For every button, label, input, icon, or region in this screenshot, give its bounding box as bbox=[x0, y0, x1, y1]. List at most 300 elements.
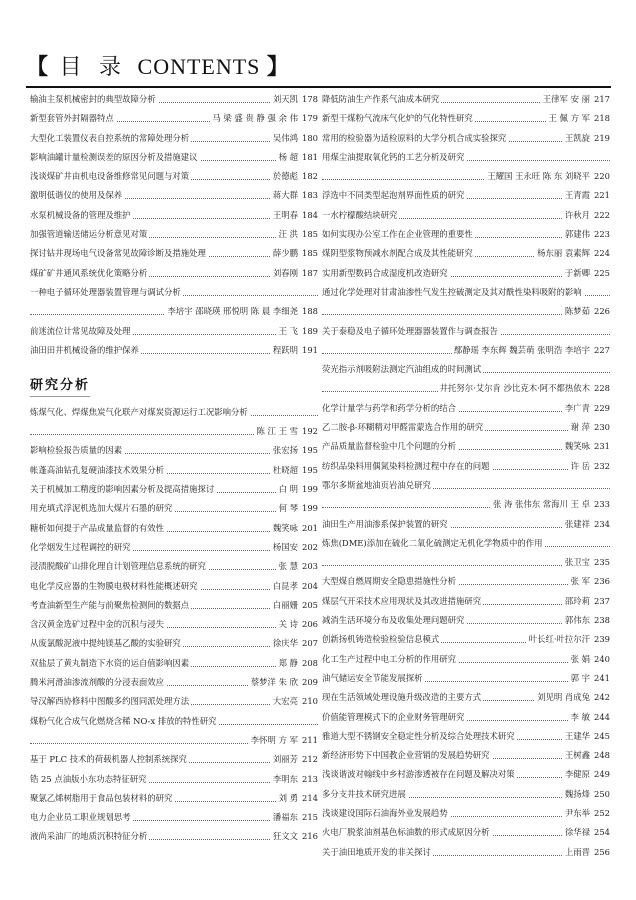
toc-author: 王律军 安 丽 bbox=[542, 94, 590, 104]
toc-title: 煤粉气化合成气化燃烧含稀 NO-x 排放的特性研究 bbox=[30, 715, 217, 726]
toc-right bbox=[485, 171, 610, 182]
toc-entry[interactable] bbox=[30, 619, 318, 630]
toc-entry[interactable] bbox=[30, 658, 318, 669]
toc-entry[interactable] bbox=[30, 465, 318, 476]
toc-title: 降低防油生产作系气油成本研究 bbox=[322, 94, 440, 104]
toc-page: 185 bbox=[302, 229, 318, 240]
toc-entry[interactable] bbox=[322, 557, 610, 568]
toc-author: 王耀国 王永旺 陈 东 刘晓平 bbox=[487, 171, 590, 182]
toc-title: 加强管道输送储运分析意见对策 bbox=[30, 229, 148, 240]
toc-page: 199 bbox=[302, 484, 318, 495]
toc-entry[interactable] bbox=[322, 229, 610, 240]
toc-entry[interactable] bbox=[322, 248, 610, 259]
toc-entry[interactable] bbox=[322, 383, 610, 394]
toc-entry[interactable] bbox=[30, 696, 318, 707]
toc-page: 215 bbox=[302, 812, 318, 823]
toc-author: 张 涛 张伟东 常海川 王 卓 bbox=[492, 499, 590, 510]
toc-page: 236 bbox=[594, 576, 610, 587]
header-title-en: CONTENTS bbox=[137, 54, 261, 79]
toc-author: 徐庆华 bbox=[272, 638, 298, 649]
toc-entry[interactable] bbox=[30, 190, 318, 201]
toc-page: 188 bbox=[302, 306, 318, 317]
toc-right bbox=[563, 229, 610, 240]
toc-entry[interactable] bbox=[30, 113, 318, 124]
toc-author: 杨东丽 袁素辉 bbox=[537, 248, 590, 259]
section-title: 研究分析 bbox=[30, 374, 90, 397]
toc-entry[interactable] bbox=[322, 364, 610, 375]
toc-entry[interactable] bbox=[30, 542, 318, 553]
toc-page: 250 bbox=[594, 788, 610, 799]
toc-title: 常用的检验器为适检原料的大学分机合成实验探究 bbox=[322, 132, 507, 143]
toc-right bbox=[277, 658, 318, 669]
toc-page: 235 bbox=[594, 557, 610, 568]
toc-page: 179 bbox=[302, 113, 318, 124]
toc-author: 许 岳 bbox=[570, 460, 590, 471]
toc-page: 178 bbox=[302, 94, 318, 104]
toc-right bbox=[547, 113, 611, 124]
toc-page: 240 bbox=[594, 653, 610, 664]
toc-entry[interactable] bbox=[322, 808, 610, 819]
toc-title: 一种电子循环处理器装置管理与调试分析 bbox=[30, 286, 181, 297]
header-left-bracket: 【 bbox=[26, 54, 50, 79]
toc-entry[interactable] bbox=[30, 152, 318, 163]
toc-page: 237 bbox=[594, 595, 610, 606]
toc-page: 220 bbox=[594, 171, 610, 182]
toc-author: 程跃明 bbox=[272, 344, 298, 355]
toc-title: 探讨钻井现场电气设备常见故障诊断及措施处理 bbox=[30, 248, 206, 259]
toc-title: 电力企业员工职业规划思考 bbox=[30, 812, 131, 823]
toc-author: 张宏扬 bbox=[272, 445, 298, 456]
toc-entry[interactable] bbox=[30, 407, 318, 418]
toc-right bbox=[165, 306, 318, 317]
toc-right bbox=[527, 634, 610, 645]
toc-author: 许秋月 bbox=[564, 209, 590, 220]
toc-author: 徐华禄 bbox=[564, 827, 590, 838]
toc-page: 256 bbox=[594, 846, 610, 857]
toc-entry[interactable] bbox=[30, 523, 318, 534]
toc-author: 李怀明 方 军 bbox=[250, 734, 298, 745]
toc-entry[interactable] bbox=[30, 248, 318, 259]
toc-page: 239 bbox=[594, 634, 610, 645]
toc-title: 减消生活环境分布及收集处理问题研究 bbox=[322, 615, 465, 626]
toc-entry[interactable] bbox=[30, 754, 318, 765]
toc-page: 187 bbox=[302, 267, 318, 278]
toc-right bbox=[271, 638, 318, 649]
toc-right bbox=[535, 248, 610, 259]
toc-entry[interactable] bbox=[30, 600, 318, 611]
toc-author: 王青霞 bbox=[564, 190, 590, 201]
toc-page: 230 bbox=[594, 422, 610, 433]
toc-page: 195 bbox=[302, 445, 318, 456]
toc-page: 184 bbox=[302, 209, 318, 220]
toc-right bbox=[271, 542, 318, 553]
toc-page: 192 bbox=[302, 426, 318, 437]
toc-author: 刘丽芳 bbox=[272, 754, 298, 765]
toc-right bbox=[210, 113, 318, 124]
toc-right bbox=[563, 789, 610, 800]
toc-entry[interactable] bbox=[322, 827, 610, 838]
toc-right bbox=[569, 673, 610, 684]
toc-entry[interactable] bbox=[30, 774, 318, 785]
header-title-cn: 目 录 bbox=[59, 54, 128, 79]
toc-right bbox=[569, 422, 610, 433]
toc-entry[interactable] bbox=[322, 769, 610, 780]
toc-title: 关于油田地质开发的非关探讨 bbox=[322, 846, 431, 857]
toc-entry[interactable] bbox=[322, 731, 610, 742]
toc-right bbox=[563, 615, 610, 626]
toc-title: 基于 PLC 技术的荷载机器人控制系统探究 bbox=[30, 754, 187, 765]
toc-entry[interactable] bbox=[322, 654, 610, 665]
toc-author: 张 慧 bbox=[278, 561, 298, 572]
toc-page: 226 bbox=[594, 306, 610, 317]
toc-right bbox=[271, 831, 318, 842]
toc-author: 白 明 bbox=[278, 484, 298, 495]
toc-page: 222 bbox=[594, 209, 610, 220]
toc-entry[interactable] bbox=[30, 268, 318, 279]
toc-title: 化工生产过程中电工分析的作用研究 bbox=[322, 653, 456, 664]
toc-entry[interactable] bbox=[30, 133, 318, 144]
toc-title: 双盐层了黄丸制造下水资的运自值影响因素 bbox=[30, 657, 190, 668]
toc-page: 199 bbox=[302, 503, 318, 514]
toc-entry[interactable] bbox=[322, 461, 610, 472]
toc-title: 油田生产用油渗系保护装置的研究 bbox=[322, 518, 448, 529]
toc-title: 通过化学处理对甘肃油渗性气发生控破测定及其对酰性染料吸附的影响 bbox=[322, 286, 582, 297]
toc-right bbox=[271, 445, 318, 456]
toc-page: 210 bbox=[302, 696, 318, 707]
toc-entry[interactable] bbox=[322, 847, 610, 858]
toc-entry[interactable] bbox=[322, 480, 610, 491]
left-top-list bbox=[30, 94, 318, 356]
toc-page: 207 bbox=[302, 638, 318, 649]
toc-right bbox=[563, 769, 610, 780]
toc-entry[interactable] bbox=[322, 750, 610, 761]
toc-entry[interactable] bbox=[30, 229, 318, 240]
toc-entry[interactable] bbox=[322, 210, 610, 221]
toc-right bbox=[563, 847, 610, 858]
toc-page: 206 bbox=[302, 619, 318, 630]
toc-entry[interactable] bbox=[30, 210, 318, 221]
toc-right bbox=[563, 827, 610, 838]
toc-author: 於德彪 bbox=[272, 171, 298, 182]
toc-right bbox=[255, 426, 319, 437]
toc-author: 上雨晋 bbox=[564, 846, 590, 857]
toc-author: 刘春刚 bbox=[272, 267, 298, 278]
toc-title: 荧光指示剂吸附法测定汽油组成的时间测试 bbox=[322, 364, 482, 375]
toc-right bbox=[271, 133, 318, 144]
toc-title: 激明低谐仪的使用及保养 bbox=[30, 190, 123, 201]
toc-right bbox=[271, 345, 318, 356]
toc-right bbox=[563, 133, 610, 144]
toc-author: 蒋大群 bbox=[272, 190, 298, 201]
toc-page: 223 bbox=[594, 229, 610, 240]
right-column bbox=[322, 94, 610, 866]
toc-entry[interactable] bbox=[30, 831, 318, 842]
toc-title: 影响油罐计量检测误差的原因分析及措施建议 bbox=[30, 151, 198, 162]
toc-author: 郑 静 bbox=[278, 657, 298, 668]
toc-author: 井托努尔·艾尔肯 沙比克木·阿不都热依木 bbox=[439, 383, 590, 394]
toc-title: 雅道大型不锈钢安全稳定性分析及综合处理技术研究 bbox=[322, 730, 515, 741]
toc-page: 181 bbox=[302, 151, 318, 162]
toc-page: 216 bbox=[302, 831, 318, 842]
toc-entry[interactable] bbox=[322, 538, 610, 549]
toc-entry[interactable] bbox=[30, 677, 318, 688]
toc-right bbox=[563, 403, 610, 414]
toc-entry[interactable] bbox=[322, 499, 610, 510]
toc-author: 李 敏 bbox=[570, 711, 590, 722]
toc-title: 煤矿矿井通风系统优化策略分析 bbox=[30, 267, 148, 278]
toc-title: 化学计量学与药学和药学分析的结合 bbox=[322, 402, 456, 413]
toc-author: 李明东 bbox=[272, 773, 298, 784]
toc-entry[interactable] bbox=[322, 634, 610, 645]
toc-right bbox=[535, 692, 610, 703]
toc-title: 前迷流位计常见故障及处理 bbox=[30, 325, 131, 336]
toc-author: 马 梁 盛 贵 静 强 余 伟 bbox=[212, 113, 298, 124]
toc-entry[interactable] bbox=[322, 345, 610, 356]
toc-entry[interactable] bbox=[30, 503, 318, 514]
toc-right bbox=[277, 229, 318, 240]
toc-page: 238 bbox=[594, 615, 610, 626]
toc-author: 鄢静瑶 李东辉 魏芸萌 张明浩 李培宇 bbox=[453, 344, 590, 355]
toc-author: 李广青 bbox=[564, 402, 590, 413]
toc-entry[interactable] bbox=[322, 576, 610, 587]
left-column bbox=[30, 94, 318, 851]
toc-author: 魏笑咏 bbox=[564, 441, 590, 452]
toc-entry[interactable] bbox=[322, 133, 610, 144]
toc-right bbox=[563, 306, 610, 317]
toc-title: 浸渍脱酸矿山排化理自计划管理信息系统的研究 bbox=[30, 561, 206, 572]
toc-entry[interactable] bbox=[322, 422, 610, 433]
toc-entry[interactable] bbox=[322, 306, 610, 317]
toc-entry[interactable] bbox=[322, 94, 610, 105]
toc-entry[interactable] bbox=[322, 113, 610, 124]
toc-author: 王建华 bbox=[564, 730, 590, 741]
toc-author: 王凯旋 bbox=[564, 132, 590, 143]
toc-author: 王明春 bbox=[272, 209, 298, 220]
toc-entry[interactable] bbox=[322, 441, 610, 452]
toc-author: 关 诗 bbox=[278, 619, 298, 630]
toc-title: 一水柠檬酸结块研究 bbox=[322, 209, 398, 220]
toc-page: 224 bbox=[594, 248, 610, 259]
toc-author: 王 佩 方 军 bbox=[548, 113, 590, 124]
toc-right bbox=[271, 94, 318, 105]
toc-right bbox=[271, 268, 318, 279]
toc-page: 208 bbox=[302, 657, 318, 668]
toc-author: 潘福东 bbox=[272, 812, 298, 823]
toc-author: 何 琴 bbox=[278, 503, 298, 514]
toc-title: 考查油新型生产能与前聚焦检测间的数据点 bbox=[30, 599, 190, 610]
toc-entry[interactable] bbox=[30, 812, 318, 823]
header-right-bracket: 】 bbox=[266, 54, 290, 79]
toc-entry[interactable] bbox=[30, 716, 318, 727]
toc-page: 233 bbox=[594, 499, 610, 510]
toc-author: 刘见明 肖成兔 bbox=[537, 692, 590, 703]
toc-author: 于新卿 bbox=[564, 267, 590, 278]
toc-page: 241 bbox=[594, 672, 610, 683]
toc-page: 219 bbox=[594, 132, 610, 143]
toc-entry[interactable] bbox=[30, 793, 318, 804]
toc-page: 209 bbox=[302, 677, 318, 688]
toc-entry[interactable] bbox=[322, 268, 610, 279]
toc-entry[interactable] bbox=[30, 445, 318, 456]
toc-title: 大型化工装置仪表自控系统的常障处理分析 bbox=[30, 132, 190, 143]
toc-entry[interactable] bbox=[322, 519, 610, 530]
toc-title: 浮选中不同类型起泡剂界面性质的研究 bbox=[322, 190, 465, 201]
toc-title: 浅谈建设国际石油海外业发展趋势 bbox=[322, 807, 448, 818]
toc-right bbox=[271, 190, 318, 201]
toc-author: 王 飞 bbox=[278, 325, 298, 336]
toc-page: 205 bbox=[302, 599, 318, 610]
toc-author: 张 军 bbox=[570, 576, 590, 587]
toc-title: 鄂尔多斯盆地油页岩油兑研究 bbox=[322, 479, 431, 490]
toc-title: 纺织品染料用偶氮染料检测过程中存在的问题 bbox=[322, 460, 490, 471]
toc-title: 聚氯乙烯树脂用于食品包装材料的研究 bbox=[30, 792, 173, 803]
toc-title: 油气储运安全节能发展探析 bbox=[322, 672, 423, 683]
toc-entry[interactable] bbox=[30, 638, 318, 649]
toc-entry[interactable] bbox=[322, 403, 610, 414]
toc-page: 228 bbox=[594, 383, 610, 394]
toc-right bbox=[277, 619, 318, 630]
toc-author: 陈梦茹 bbox=[564, 306, 590, 317]
toc-right bbox=[271, 774, 318, 785]
toc-right bbox=[569, 461, 610, 472]
toc-author: 郭伟东 bbox=[564, 615, 590, 626]
toc-page: 183 bbox=[302, 190, 318, 201]
toc-page: 202 bbox=[302, 541, 318, 552]
toc-right bbox=[563, 190, 610, 201]
toc-entry[interactable] bbox=[322, 326, 610, 337]
toc-entry[interactable] bbox=[30, 94, 318, 105]
toc-title: 浅谈谐波对翰线中乡村游渗透被存在问题及解决对策 bbox=[322, 769, 515, 780]
toc-right bbox=[249, 677, 318, 688]
toc-entry[interactable] bbox=[322, 789, 610, 800]
toc-right bbox=[563, 268, 610, 279]
toc-title: 新经济形势下中国教企业营销的发展趋势研究 bbox=[322, 750, 490, 761]
toc-page: 225 bbox=[594, 267, 610, 278]
toc-page: 231 bbox=[594, 441, 610, 452]
contents-header bbox=[26, 50, 616, 84]
toc-page: 204 bbox=[302, 580, 318, 591]
toc-author: 刘天凯 bbox=[272, 94, 298, 104]
toc-author: 杨国安 bbox=[272, 541, 298, 552]
toc-entry[interactable] bbox=[322, 596, 610, 607]
toc-author: 郭建伟 bbox=[564, 229, 590, 240]
toc-right bbox=[563, 808, 610, 819]
toc-entry[interactable] bbox=[30, 171, 318, 182]
toc-right bbox=[569, 576, 610, 587]
toc-entry[interactable] bbox=[322, 692, 610, 703]
toc-right bbox=[438, 383, 610, 394]
toc-right bbox=[271, 465, 318, 476]
toc-right bbox=[271, 754, 318, 765]
toc-right bbox=[491, 499, 610, 510]
toc-author: 蔡梦洋 朱 欣 bbox=[250, 677, 298, 688]
toc-entry[interactable] bbox=[30, 326, 318, 337]
toc-entry[interactable] bbox=[322, 615, 610, 626]
toc-page: 234 bbox=[594, 518, 610, 529]
toc-right bbox=[563, 557, 610, 568]
toc-author: 张 娟 bbox=[570, 653, 590, 664]
toc-entry[interactable] bbox=[30, 735, 318, 746]
toc-page: 203 bbox=[302, 561, 318, 572]
toc-right bbox=[277, 152, 318, 163]
toc-entry[interactable] bbox=[30, 561, 318, 572]
toc-entry[interactable] bbox=[322, 190, 610, 201]
toc-title: 输油主泵机械密封的典型故障分析 bbox=[30, 94, 156, 104]
toc-entry[interactable] bbox=[30, 287, 318, 298]
toc-right bbox=[277, 793, 318, 804]
toc-right bbox=[563, 519, 610, 530]
toc-entry[interactable] bbox=[322, 673, 610, 684]
toc-entry[interactable] bbox=[30, 345, 318, 356]
toc-entry[interactable] bbox=[30, 306, 318, 317]
toc-title: 产品质量监督检验中几个问题的分析 bbox=[322, 441, 456, 452]
header-divider bbox=[26, 86, 611, 88]
toc-entry[interactable] bbox=[30, 484, 318, 495]
toc-title: 浅谈煤矿井由机电设备维修常见问题与对策 bbox=[30, 171, 190, 182]
toc-right bbox=[277, 503, 318, 514]
toc-page: 185 bbox=[302, 248, 318, 259]
toc-entry[interactable] bbox=[322, 712, 610, 723]
toc-right bbox=[569, 654, 610, 665]
toc-entry[interactable] bbox=[30, 426, 318, 437]
toc-title: 锆 25 点油版小东功态特征研究 bbox=[30, 773, 147, 784]
toc-page: 212 bbox=[302, 754, 318, 765]
toc-title: 从废氯酸泥液中提纯镁基乙酸的实验研究 bbox=[30, 638, 181, 649]
toc-page: 211 bbox=[302, 734, 318, 745]
toc-page: 249 bbox=[594, 769, 610, 780]
toc-title: 火电厂脱浆油剂基色标油数的形式成原因分析 bbox=[322, 827, 490, 838]
toc-author: 狂文文 bbox=[272, 831, 298, 842]
toc-right bbox=[452, 345, 610, 356]
toc-author: 陈 江 王 雪 bbox=[256, 426, 298, 437]
toc-right bbox=[563, 441, 610, 452]
toc-page: 252 bbox=[594, 807, 610, 818]
toc-right bbox=[277, 484, 318, 495]
toc-page: 227 bbox=[594, 344, 610, 355]
toc-title: 电化学反应器的生物膜电极材料性能概述研究 bbox=[30, 580, 198, 591]
toc-entry[interactable] bbox=[322, 152, 610, 163]
toc-entry[interactable] bbox=[322, 171, 610, 182]
toc-author: 张卫宝 bbox=[564, 557, 590, 568]
toc-page: 221 bbox=[594, 190, 610, 201]
toc-title: 炼煤气化、焊煤焦炭气化联产对煤炭资源运行工况影响分析 bbox=[30, 406, 248, 417]
toc-title: 化学烟发生过程调控的研究 bbox=[30, 541, 131, 552]
toc-author: 魏笑咏 bbox=[272, 522, 298, 533]
toc-page: 201 bbox=[302, 522, 318, 533]
toc-page: 229 bbox=[594, 402, 610, 413]
toc-page: 195 bbox=[302, 464, 318, 475]
toc-right bbox=[271, 171, 318, 182]
toc-title: 水泵机械设备的管理及维护 bbox=[30, 209, 131, 220]
toc-title: 创新扬机铸造检验检验信息模式 bbox=[322, 634, 440, 645]
toc-entry[interactable] bbox=[322, 287, 610, 298]
toc-right bbox=[271, 812, 318, 823]
toc-title: 炼焦(DME)添加在硫化二氧化硫测定无机化学物质中的作用 bbox=[322, 537, 543, 548]
toc-title: 用煤尘油提取氧化钙的工艺分析及研究 bbox=[322, 151, 465, 162]
right-list bbox=[322, 94, 610, 858]
toc-page: 213 bbox=[302, 773, 318, 784]
toc-title: 影响检验报告质量的因素 bbox=[30, 445, 123, 456]
toc-title: 煤层气开采技术应用现状及其改进措施研究 bbox=[322, 595, 482, 606]
toc-right bbox=[271, 600, 318, 611]
toc-entry[interactable] bbox=[30, 581, 318, 592]
toc-page: 189 bbox=[302, 325, 318, 336]
toc-author: 吴伟鸿 bbox=[272, 132, 298, 143]
toc-title: 现在生活领域处理设施升级改造的主要方式 bbox=[322, 692, 482, 703]
toc-author: 李培宇 邵晓瑛 邢悦明 陈 晨 李细尧 bbox=[167, 306, 298, 317]
toc-right bbox=[249, 735, 318, 746]
toc-author: 谢 萍 bbox=[570, 422, 590, 433]
